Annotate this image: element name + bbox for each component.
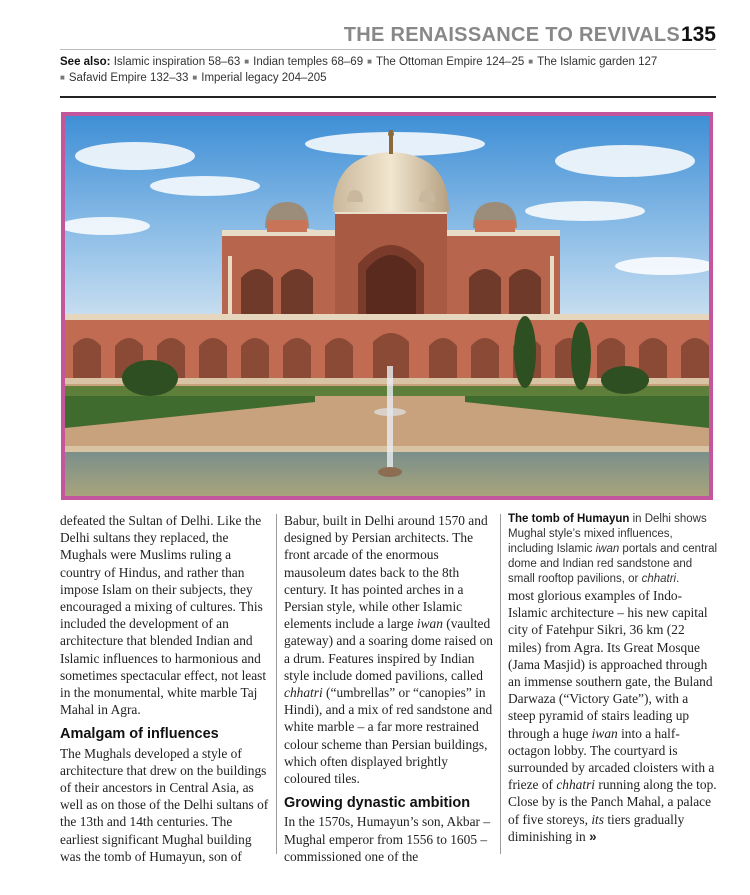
body-paragraph: defeated the Sultan of Delhi. Like the Delhi sultans they replaced, the Mughals were Muslims ruling a country of Hindus, and rather than impose Islam on their subjects, they encouraged a mixing of cultures. This included the development of an architecture that blended Indian and Islamic influences to harmonious and sometimes spectacular effect, not least in the monumental, white marble Taj Mahal in Agra. <box>60 513 267 718</box>
body-paragraph: Babur, built in Delhi around 1570 and designed by Persian architects. The front arcade of the enormous mausoleum dates back to the 8th century. It has pointed arches in a Persian style, while other Islamic elements include a large iwan (vaulted gateway) and a soaring dome raised on a drum. Features inspired by Indian style include domed pavilions, called chhatri (“umbrellas” or “canopies” in Hindi), and a mix of red sandstone and white marble – a far more restrained colour scheme than Persian buildings, which often displayed brightly coloured tiles. <box>284 513 493 787</box>
header-rule <box>60 49 716 50</box>
continue-arrow-icon: » <box>589 828 597 844</box>
square-bullet-icon: ■ <box>244 57 250 66</box>
humayun-tomb-photo <box>61 112 713 500</box>
see-also-label: See also: <box>60 56 111 68</box>
photo-caption: The tomb of Humayun in Delhi shows Mughal style’s mixed influences, including Islamic iwan portals and central dome and Indian red sandstone and small rooftop pavilions, or chhatri. <box>508 513 718 585</box>
subheading-dynastic: Growing dynastic ambition <box>284 795 471 812</box>
subheading-amalgam: Amalgam of influences <box>60 726 219 743</box>
column-divider <box>276 514 277 854</box>
square-bullet-icon: ■ <box>367 57 372 66</box>
section-title: THE RENAISSANCE TO REVIVALS <box>343 24 680 46</box>
see-also-list <box>60 54 720 86</box>
body-paragraph: The Mughals developed a style of architecture that drew on the buildings of their ancestors in Central Asia, as well as on those of the Delhi sultans of the 13th and 14th centuries. The earliest significant Mughal building was the tomb of Humayun, son of <box>60 745 269 864</box>
square-bullet-icon: ■ <box>528 57 534 66</box>
see-also-item[interactable]: The Islamic garden 127 <box>537 56 658 68</box>
see-also-item[interactable]: Islamic inspiration 58–63 <box>113 56 241 68</box>
running-header <box>343 22 718 52</box>
see-also-item[interactable]: Safavid Empire 132–33 <box>68 72 189 84</box>
body-paragraph: In the 1570s, Humayun’s son, Akbar – Mughal emperor from 1556 to 1605 – commissioned one of the <box>284 814 491 864</box>
humayun-tomb-illustration <box>65 116 709 496</box>
see-also-item[interactable]: Imperial legacy 204–205 <box>201 72 327 84</box>
see-also-item[interactable]: Indian temples 68–69 <box>253 56 364 68</box>
text-column-3 <box>508 512 718 845</box>
column-divider <box>500 514 501 854</box>
section-divider <box>60 96 716 98</box>
square-bullet-icon: ■ <box>60 73 65 82</box>
text-column-2 <box>284 512 494 865</box>
square-bullet-icon: ■ <box>192 73 198 82</box>
see-also-item[interactable]: The Ottoman Empire 124–25 <box>375 56 525 68</box>
text-column-1 <box>60 512 270 865</box>
body-paragraph: most glorious examples of Indo-Islamic architecture – his new capital city of Fatehpur Sikri, 36 km (22 miles) from Agra. Its Great Mosque (Jama Masjid) is approached through an immense southern gate, the Buland Darwaza (“Victory Gate”), with a steep pyramid of stairs leading up through a huge iwan into a half-octagon lobby. The courtyard is surrounded by arcaded cloisters with a frieze of chhatri running along the top. Close by is the Panch Mahal, a palace of five storeys, its tiers gradually diminishing in » <box>508 588 717 844</box>
page-number: 135 <box>680 23 716 46</box>
